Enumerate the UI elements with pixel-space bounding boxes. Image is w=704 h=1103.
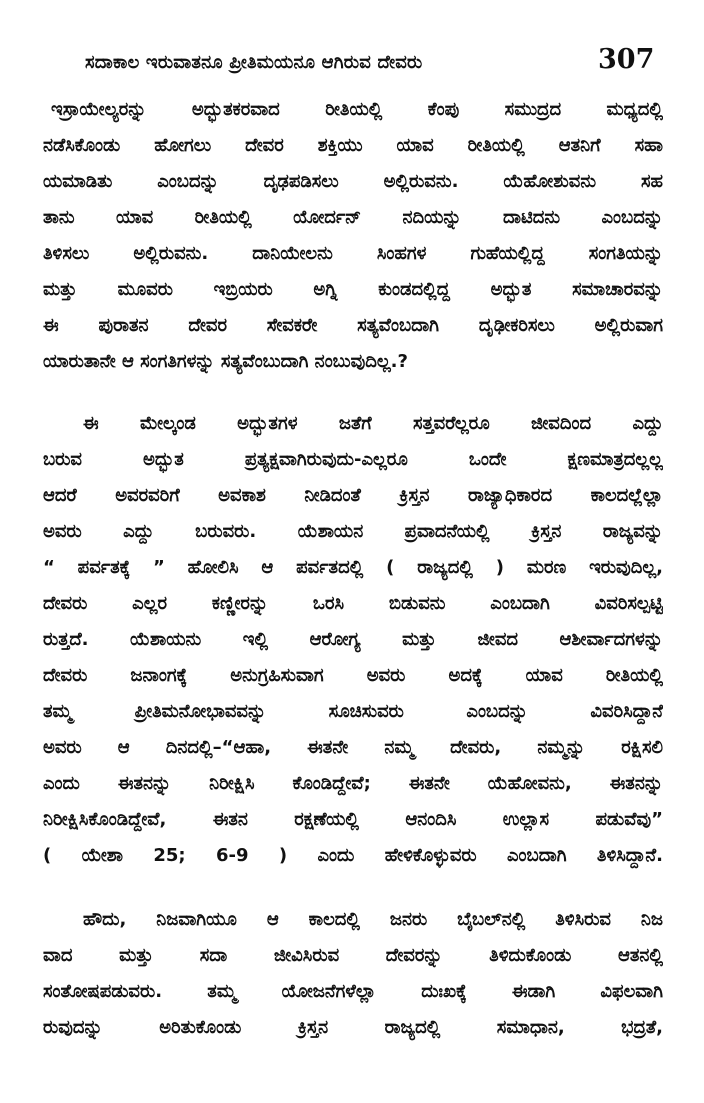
text-line: ತಮ್ಮ ಪ್ರೀತಿಮನೋಭಾವವನ್ನು ಸೂಚಿಸುವರು ಎಂಬದನ್ನು ವಿವರಿಸಿದ್ದಾನೆ [43,701,663,722]
text-line: ಆದರೆ ಅವರವರಿಗೆ ಅವಕಾಶ ನೀಡಿದಂತೆ ಕ್ರಿಸ್ತನ ರಾಜ್ಯಾಧಿಕಾರದ ಕಾಲದಲ್ಲೆಲ್ಲಾ [43,485,663,506]
text-line: ಯಾರುತಾನೇ ಆ ಸಂಗತಿಗಳನ್ನು ಸತ್ಯವೆಂಬುದಾಗಿ ನಂಬುವುದಿಲ್ಲ.? [43,351,408,372]
text-line: ದೇವರು ಜನಾಂಗಕ್ಕೆ ಅನುಗ್ರಹಿಸುವಾಗ ಅವರು ಅದಕ್ಕೆ ಯಾವ ರೀತಿಯಲ್ಲಿ [43,665,663,686]
text-line: ತಿಳಿಸಲು ಅಲ್ಲಿರುವನು. ದಾನಿಯೇಲನು ಸಿಂಹಗಳ ಗುಹೆಯಲ್ಲಿದ್ದ ಸಂಗತಿಯನ್ನು [43,243,663,264]
text-line: ಈ ಪುರಾತನ ದೇವರ ಸೇವಕರೇ ಸತ್ಯವೆಂಬದಾಗಿ ದೃಢೀಕರಿಸಲು ಅಲ್ಲಿರುವಾಗ [43,315,663,336]
text-line: ಎಂದು ಈತನನ್ನು ನಿರೀಕ್ಷಿಸಿ ಕೊಂಡಿದ್ದೇವೆ; ಈತನೇ ಯೆಹೋವನು, ಈತನನ್ನು [43,773,663,794]
text-line: “ ಪರ್ವತಕ್ಕೆ ” ಹೋಲಿಸಿ ಆ ಪರ್ವತದಲ್ಲಿ ( ರಾಜ್ಯದಲ್ಲಿ ) ಮರಣ ಇರುವುದಿಲ್ಲ, [43,557,663,578]
text-line: ದೇವರು ಎಲ್ಲರ ಕಣ್ಣೀರನ್ನು ಒರಸಿ ಬಿಡುವನು ಎಂಬದಾಗಿ ವಿವರಿಸಲ್ಪಟ್ಟಿ [43,593,663,614]
text-line: ನಡೆಸಿಕೊಂಡು ಹೋಗಲು ದೇವರ ಶಕ್ತಿಯು ಯಾವ ರೀತಿಯಲ್ಲಿ ಆತನಿಗೆ ಸಹಾ [43,135,663,156]
text-line: ಯಮಾಡಿತು ಎಂಬದನ್ನು ದೃಢಪಡಿಸಲು ಅಲ್ಲಿರುವನು. ಯೆಹೋಶುವನು ಸಹ [43,171,663,192]
text-line: ಮತ್ತು ಮೂವರು ಇಬ್ರಿಯರು ಅಗ್ನಿ ಕುಂಡದಲ್ಲಿದ್ದ ಅದ್ಭುತ ಸಮಾಚಾರವನ್ನು [43,279,663,300]
paragraph-3 [43,902,663,1046]
running-header-title: ಸದಾಕಾಲ ಇರುವಾತನೂ ಪ್ರೀತಿಮಯನೂ ಆಗಿರುವ ದೇವರು [85,52,423,73]
text-line: ಈ ಮೇಲ್ಕಂಡ ಅದ್ಭುತಗಳ ಜತೆಗೆ ಸತ್ತವರೆಲ್ಲರೂ ಜೀವದಿಂದ ಎದ್ದು [83,413,663,434]
text-line: ಇಸ್ರಾಯೇಲ್ಯರನ್ನು ಅದ್ಭುತಕರವಾದ ರೀತಿಯಲ್ಲಿ ಕೆಂಪು ಸಮುದ್ರದ ಮಧ್ಯದಲ್ಲಿ [51,99,663,120]
page-number: 307 [598,44,655,75]
text-line: ಅವರು ಎದ್ದು ಬರುವರು. ಯೆಶಾಯನ ಪ್ರವಾದನೆಯಲ್ಲಿ ಕ್ರಿಸ್ತನ ರಾಜ್ಯವನ್ನು [43,521,663,542]
text-line: ತಾನು ಯಾವ ರೀತಿಯಲ್ಲಿ ಯೋರ್ದನ್ ನದಿಯನ್ನು ದಾಟಿದನು ಎಂಬದನ್ನು [43,207,663,228]
text-line: ರುವುದನ್ನು ಅರಿತುಕೊಂಡು ಕ್ರಿಸ್ತನ ರಾಜ್ಯದಲ್ಲಿ ಸಮಾಧಾನ, ಭದ್ರತೆ, [43,1017,663,1038]
text-line: ನಿರೀಕ್ಷಿಸಿಕೊಂಡಿದ್ದೇವೆ, ಈತನ ರಕ್ಷಣೆಯಲ್ಲಿ ಆನಂದಿಸಿ ಉಲ್ಲಾಸ ಪಡುವೆವು” [43,809,663,830]
text-line: ( ಯೇಶಾ 25; 6-9 ) ಎಂದು ಹೇಳಿಕೊಳ್ಳುವರು ಎಂಬದಾಗಿ ತಿಳಿಸಿದ್ದಾನೆ. [43,845,663,866]
paragraph-2 [43,406,663,874]
text-line: ರುತ್ತದೆ. ಯೆಶಾಯನು ಇಲ್ಲಿ ಆರೋಗ್ಯ ಮತ್ತು ಜೀವದ ಆಶೀರ್ವಾದಗಳನ್ನು [43,629,663,650]
text-line: ಬರುವ ಅದ್ಭುತ ಪ್ರತ್ಯಕ್ಷವಾಗಿರುವುದು-ಎಲ್ಲರೂ ಒಂದೇ ಕ್ಷಣಮಾತ್ರದಲ್ಲಲ್ಲ [43,449,663,470]
text-line: ಅವರು ಆ ದಿನದಲ್ಲಿ–“ಆಹಾ, ಈತನೇ ನಮ್ಮ ದೇವರು, ನಮ್ಮನ್ನು ರಕ್ಷಿಸಲಿ [43,737,663,758]
paragraph-1 [43,92,663,380]
text-line: ಸಂತೋಷಪಡುವರು. ತಮ್ಮ ಯೋಜನೆಗಳೆಲ್ಲಾ ದುಃಖಕ್ಕೆ ಈಡಾಗಿ ವಿಫಲವಾಗಿ [43,981,663,1002]
text-line: ವಾದ ಮತ್ತು ಸದಾ ಜೀವಿಸಿರುವ ದೇವರನ್ನು ತಿಳಿದುಕೊಂಡು ಆತನಲ್ಲಿ [43,945,663,966]
text-line: ಹೌದು, ನಿಜವಾಗಿಯೂ ಆ ಕಾಲದಲ್ಲಿ ಜನರು ಬೈಬಲ್‌ನಲ್ಲಿ ತಿಳಿಸಿರುವ ನಿಜ [83,909,663,930]
